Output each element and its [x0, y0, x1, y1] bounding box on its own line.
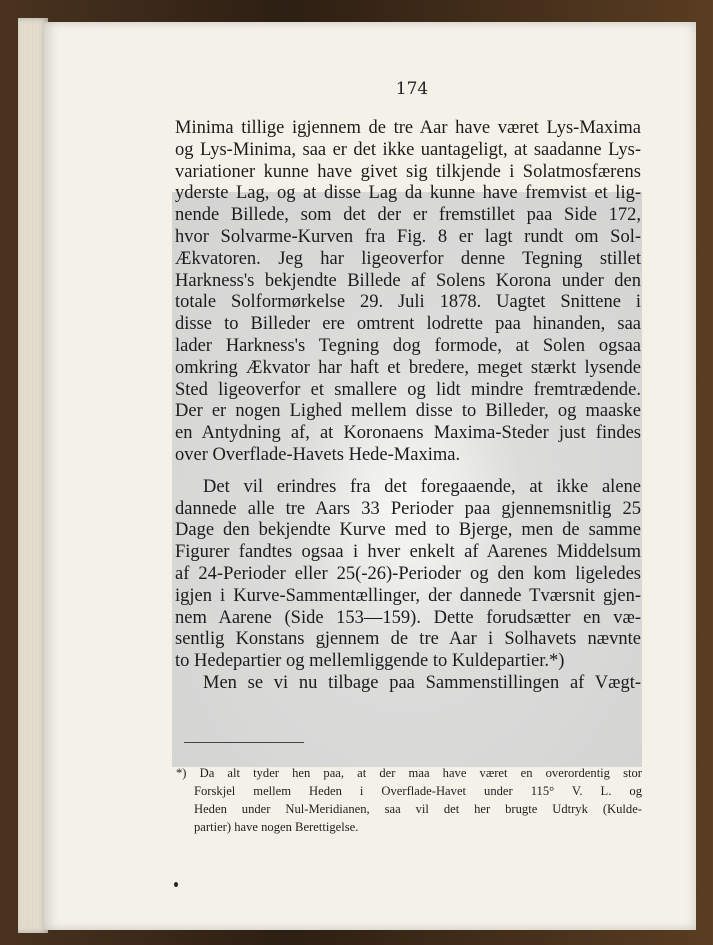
paragraph-gap	[175, 467, 641, 477]
body-text-line: Minima tillige igjennem de tre Aar have været Lys-Maxima	[175, 118, 641, 138]
body-text-line: af 24-Perioder eller 25(-26)-Perioder og den kom ligeledes	[175, 563, 641, 584]
page-number	[44, 79, 696, 99]
body-text-line: nem Aarene (Side 153—159). Dette forudsætter en væ-	[175, 607, 641, 628]
footnote-rule	[184, 742, 304, 743]
page	[44, 22, 696, 930]
body-text-line: Det vil erindres fra det foregaaende, at ikke alene	[203, 476, 641, 497]
ink-dot	[174, 882, 178, 887]
body-text-line: dannede alle tre Aars 33 Perioder paa gjennemsnitlig 25	[175, 498, 641, 519]
footnote-line: Forskjel mellem Heden i Overflade-Havet under 115° V. L. og	[194, 784, 642, 798]
footnote	[176, 764, 642, 836]
body-text-line: hvor Solvarme-Kurven fra Fig. 8 er lagt rundt om Sol-	[175, 226, 641, 247]
body-text-line: sentlig Konstans gjennem de tre Aar i Solhavets nævnte	[175, 629, 641, 650]
body-text-line: over Overflade-Havets Hede-Maxima.	[175, 444, 461, 465]
body-text-line: lader Harkness's Tegning dog formode, at Solen ogsaa	[175, 335, 641, 356]
body-text-line: Ækvatoren. Jeg har ligeoverfor denne Tegning stillet	[175, 248, 641, 269]
body-text-line: igjen i Kurve-Sammentællinger, der dannede Tværsnit gjen-	[175, 585, 641, 606]
body-text-line: yderste Lag, og at disse Lag da kunne have fremvist et lig-	[175, 183, 641, 204]
footnote-line: *) Da alt tyder hen paa, at der maa have været en overordentig stor	[176, 766, 642, 780]
body-text-line: Sted ligeoverfor et smallere og lidt mindre fremtrædende.	[175, 379, 641, 400]
body-text-line: to Hedepartier og mellemliggende to Kuldepartier.*)	[175, 651, 565, 672]
footnote-line: partier) have nogen Berettigelse.	[194, 820, 359, 834]
body-text-line: Dage den bekjendte Kurve med to Bjerge, men de samme	[175, 520, 641, 541]
body-text	[175, 118, 641, 695]
footnote-line: Heden under Nul-Meridianen, saa vil det her brugte Udtryk (Kulde-	[194, 802, 642, 816]
body-text-line: Figurer fandtes ogsaa i hver enkelt af Aarenes Middelsum	[175, 542, 641, 563]
body-text-line: og Lys-Minima, saa er det ikke uantageligt, at saadanne Lys-	[175, 139, 641, 160]
body-text-line: Der er nogen Lighed mellem disse to Billeder, og maaske	[175, 401, 641, 422]
body-text-line: en Antydning af, at Koronaens Maxima-Steder just findes	[175, 423, 641, 444]
body-text-line: variationer kunne have givet sig tilkjende i Solatmosfærens	[175, 161, 641, 182]
page-number-text: 174	[395, 79, 429, 99]
body-text-line: disse to Billeder ere omtrent lodrette paa hinanden, saa	[175, 314, 641, 335]
body-text-line: nende Billede, som det der er fremstillet paa Side 172,	[175, 205, 641, 226]
body-text-line: totale Solformørkelse 29. Juli 1878. Uagtet Snittene i	[175, 292, 641, 313]
body-text-line: Men se vi nu tilbage paa Sammenstillingen af Vægt-	[203, 672, 641, 693]
body-text-line: Harkness's bekjendte Billede af Solens Korona under den	[175, 270, 641, 291]
body-text-line: omkring Ækvator har haft et bredere, meget stærkt lysende	[175, 357, 641, 378]
